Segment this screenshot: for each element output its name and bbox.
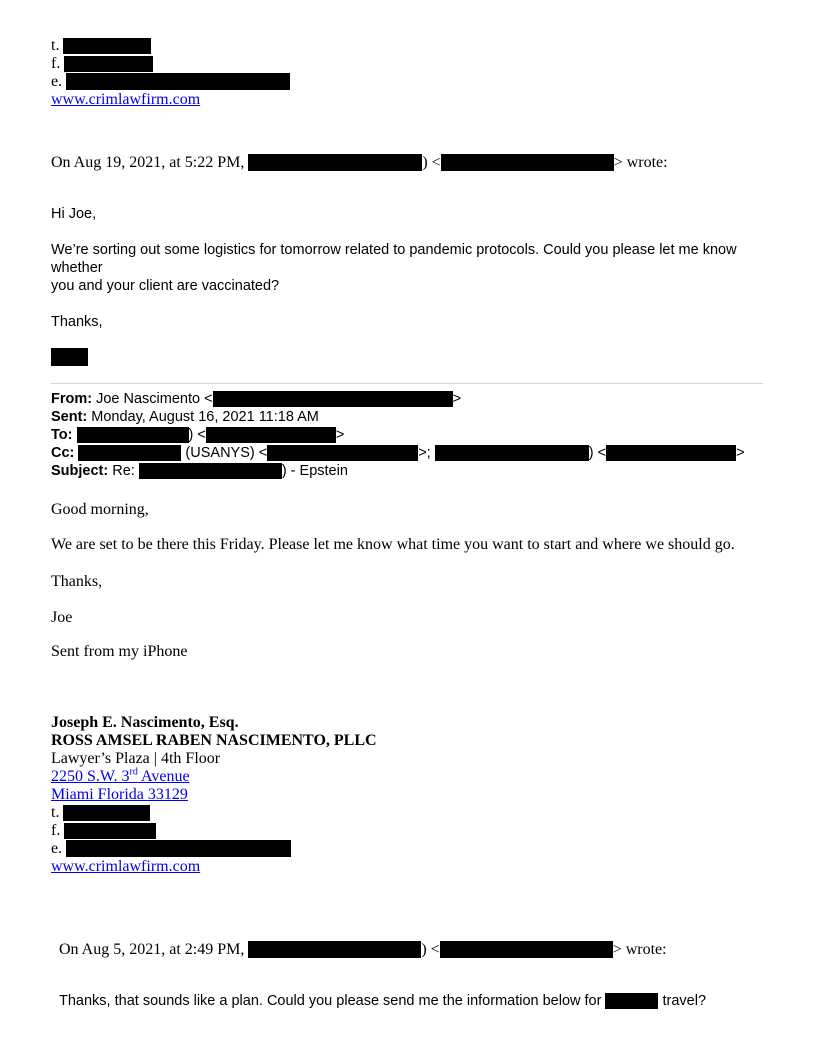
phone-prefix: t. [51,37,64,54]
cc-mid2: >; [418,445,435,461]
quote-header-prefix: On Aug 19, 2021, at 5:22 PM, [51,154,249,171]
phone-line [51,804,767,822]
signature-firm: ROSS AMSEL RABEN NASCIMENTO, PLLC [51,732,377,749]
fax-prefix: f. [51,55,65,72]
street-post: Avenue [137,768,190,785]
redaction-bar [213,391,453,407]
redaction-bar [248,941,421,958]
to-suffix: > [335,427,345,443]
fax-line [51,55,767,73]
from-label: From: [51,391,97,407]
email-prefix: e. [51,73,67,90]
cc-label: Cc: [51,445,79,461]
redaction-bar [440,941,613,958]
street-line [51,768,767,786]
divider [51,383,763,384]
redaction-bar [51,348,88,366]
email-closing: Thanks, [51,314,103,330]
redaction-bar [63,38,151,54]
quote-header-mid: ) < [421,941,440,958]
signature-address: Lawyer’s Plaza | 4th Floor [51,750,221,767]
body-line: We’re sorting out some logistics for tomorrow related to pandemic protocols. Could you please let me know whether [51,242,737,276]
redaction-bar [435,445,589,461]
body-prefix: Thanks, that sounds like a plan. Could you please send me the information below for [59,993,606,1009]
phone-line [51,37,767,55]
website-link[interactable]: www.crimlawfirm.com [51,91,201,108]
redaction-bar [64,823,156,839]
redaction-bar [248,154,422,171]
redaction-bar [206,427,336,443]
header-from-line [51,390,767,408]
quoted-reply-header-aug5 [59,940,767,960]
from-suffix: > [452,391,462,407]
redacted-sender-name-line [51,348,767,366]
quoted-message-headers [51,390,767,480]
to-label: To: [51,427,77,443]
email-body-paragraph: We are set to be there this Friday. Please let me know what time you want to start and where we should go. [51,536,735,553]
subject-label: Subject: [51,463,113,479]
quote-header-suffix: > wrote: [613,154,668,171]
email-line [51,840,767,858]
redaction-bar [78,445,181,461]
email-body-line [59,992,767,1010]
website-link[interactable]: www.crimlawfirm.com [51,858,201,875]
redaction-bar [66,840,291,857]
to-mid: ) < [188,427,206,443]
subject-value: Re: [112,463,139,479]
sent-label: Sent: [51,409,92,425]
quote-header-suffix: > wrote: [612,941,667,958]
header-cc-line [51,444,767,462]
email-closing: Thanks, [51,573,103,590]
redaction-bar [66,73,290,90]
redaction-bar [139,463,282,479]
city-address-link[interactable]: Miami Florida 33129 [51,786,188,803]
sent-from-iphone: Sent from my iPhone [51,643,188,660]
header-to-line [51,426,767,444]
redaction-bar [63,805,150,821]
body-line: you and your client are vaccinated? [51,278,280,294]
street-pre: 2250 S.W. 3 [51,768,130,785]
fax-line [51,822,767,840]
phone-prefix: t. [51,804,64,821]
street-address-link[interactable] [51,768,190,785]
header-subject-line [51,462,767,480]
signature-contact-block-top [51,37,767,109]
redaction-bar [605,993,658,1009]
header-sent-line [51,408,767,426]
signature-name: Joseph E. Nascimento, Esq. [51,714,239,731]
city-line [51,786,767,804]
fax-prefix: f. [51,822,65,839]
cc-mid3: ) < [588,445,607,461]
email-line [51,73,767,91]
redaction-bar [441,154,614,171]
website-line [51,91,767,109]
from-value: Joe Nascimento < [96,391,213,407]
email-greeting: Good morning, [51,501,149,518]
signature-block [51,714,767,876]
cc-suffix: > [736,445,745,461]
subject-suffix: ) - Epstein [281,463,348,479]
email-greeting: Hi Joe, [51,206,97,222]
quote-header-prefix: On Aug 5, 2021, at 2:49 PM, [59,941,249,958]
body-suffix: travel? [658,993,707,1009]
sent-value: Monday, August 16, 2021 11:18 AM [91,409,319,425]
quote-header-mid: ) < [422,154,441,171]
street-ordinal: rd [129,766,138,778]
website-line [51,858,767,876]
email-body-paragraph [51,241,765,295]
quoted-reply-header-aug19 [51,153,767,173]
email-signoff: Joe [51,609,73,626]
email-prefix: e. [51,840,67,857]
cc-mid1: (USANYS) < [181,445,268,461]
redaction-bar [267,445,418,461]
redaction-bar [77,427,189,443]
redaction-bar [606,445,736,461]
redaction-bar [64,56,153,72]
